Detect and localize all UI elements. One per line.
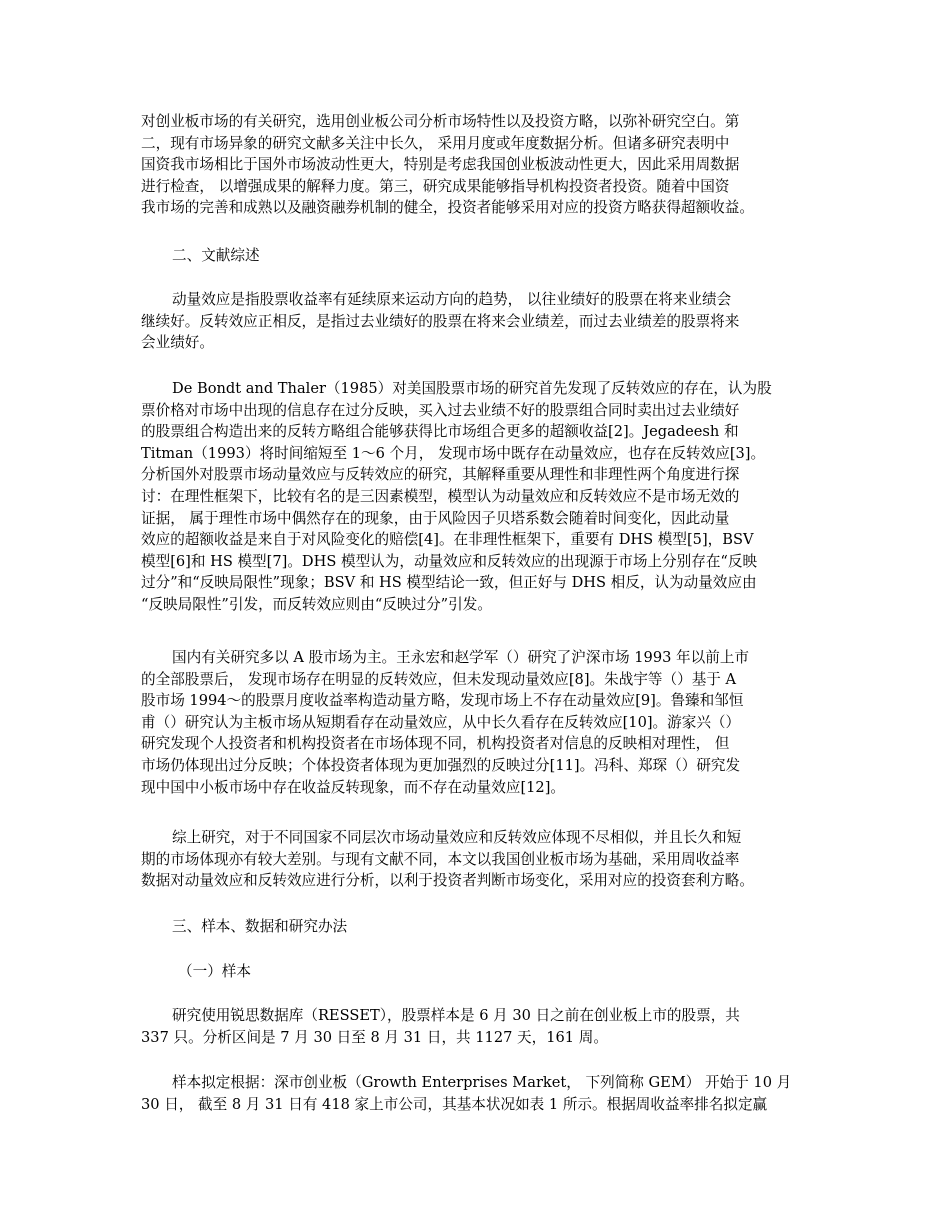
paragraph-line: 数据对动量效应和反转效应进行分析，以利于投资者判断市场变化，采用对应的投资套利方略。 <box>141 872 754 890</box>
paragraph-line: 模型[6]和 HS 模型[7]。DHS 模型认为，动量效应和反转效应的出现源于市场上分别存在“反映 <box>141 552 758 570</box>
paragraph-line: 期的市场体现亦有较大差别。与现有文献不同，本文以我国创业板市场为基础，采用周收益率 <box>141 850 740 868</box>
paragraph-momentum-definition <box>141 289 821 354</box>
paragraph-line: 讨：在理性框架下，比较有名的是三因素模型，模型认为动量效应和反转效应不是市场无效的 <box>141 487 740 505</box>
paragraph-line: 国资我市场相比于国外市场波动性更大，特别是考虑我国创业板波动性更大，因此采用周数据 <box>141 156 740 174</box>
paragraph-sample-basis <box>141 1072 821 1115</box>
paragraph-line: 的全部股票后， 发现市场存在明显的反转效应，但未发现动量效应[8]。朱战宇等（）基于 A <box>141 670 737 688</box>
paragraph-line: 综上研究，对于不同国家不同层次市场动量效应和反转效应体现不尽相似，并且长久和短 <box>172 829 742 846</box>
paragraph-line: 过分”和“反映局限性”现象；BSV 和 HS 模型结论一致，但正好与 DHS 相反，认为动量效应由 <box>141 574 757 592</box>
paragraph-line: “反映局限性”引发，而反转效应则由“反映过分”引发。 <box>141 595 492 613</box>
paragraph-line: 票价格对市场中出现的信息存在过分反映，买入过去业绩不好的股票组合同时卖出过去业绩好 <box>141 401 740 419</box>
paragraph-line: 研究使用锐思数据库（RESSET），股票样本是 6 月 30 日之前在创业板上市的股票，共 <box>172 1007 740 1024</box>
paragraph-line: 证据， 属于理性市场中偶然存在的现象，由于风险因子贝塔系数会随着时间变化，因此动量 <box>141 509 730 527</box>
paragraph-line: 样本拟定根据：深市创业板（Growth Enterprises Market， 下列简称 GEM） 开始于 10 月 <box>172 1074 792 1091</box>
section-heading-sample-data-methods: 三、样本、数据和研究办法 <box>172 918 348 935</box>
paragraph-line: 会业绩好。 <box>141 334 214 352</box>
paragraph-line: 进行检查， 以增强成果的解释力度。第三，研究成果能够指导机构投资者投资。随着中国资 <box>141 177 730 195</box>
paragraph-line: 甫（）研究认为主板市场从短期看存在动量效应，从中长久看存在反转效应[10]。游家兴（） <box>141 713 741 731</box>
paragraph-line: 效应的超额收益是来自于对风险变化的赔偿[4]。在非理性框架下，重要有 DHS 模型[5]，BSV <box>141 531 754 549</box>
paragraph-summary <box>141 827 821 892</box>
paragraph-line: 二，现有市场异象的研究文献多关注中长久， 采用月度或年度数据分析。但诸多研究表明中 <box>141 134 730 152</box>
paragraph-line: 我市场的完善和成熟以及融资融券机制的健全，投资者能够采用对应的投资方略获得超额收益。 <box>141 199 754 217</box>
section-heading-literature-review: 二、文献综述 <box>172 247 260 264</box>
paragraph-line: 研究发现个人投资者和机构投资者在市场体现不同，机构投资者对信息的反映相对理性， 但 <box>141 735 730 753</box>
paragraph-domestic-research <box>141 647 821 798</box>
paragraph-foreign-research <box>141 378 821 616</box>
paragraph-line: 30 日， 截至 8 月 31 日有 418 家上市公司，其基本状况如表 1 所示。根据周收益率排名拟定赢 <box>141 1095 768 1113</box>
paragraph-line: 股市场 1994～的股票月度收益率构造动量方略，发现市场上不存在动量效应[9]。鲁臻和邹恒 <box>141 692 744 710</box>
paragraph-line: 分析国外对股票市场动量效应与反转效应的研究，其解释重要从理性和非理性两个角度进行探 <box>141 466 740 484</box>
paragraph-line: 的股票组合构造出来的反转方略组合能够获得比市场组合更多的超额收益[2]。Jegadeesh 和 <box>141 423 739 441</box>
subsection-heading-sample: （一）样本 <box>178 963 251 980</box>
paragraph-line: 对创业板市场的有关研究，选用创业板公司分析市场特性以及投资方略，以弥补研究空白。第 <box>141 113 740 130</box>
paragraph-line: 动量效应是指股票收益率有延续原来运动方向的趋势， 以往业绩好的股票在将来业绩会 <box>172 291 732 308</box>
paragraph-line: 现中国中小板市场中存在收益反转现象，而不存在动量效应[12]。 <box>141 778 565 796</box>
paragraph-line: Titman（1993）将时间缩短至 1～6 个月， 发现市场中既存在动量效应，也存在反转效应[3]。 <box>141 444 766 462</box>
paragraph-line: De Bondt and Thaler（1985）对美国股票市场的研究首先发现了反转效应的存在，认为股 <box>172 380 772 397</box>
paragraph-line: 继续好。反转效应正相反，是指过去业绩好的股票在将来会业绩差，而过去业绩差的股票将来 <box>141 312 740 330</box>
paragraph-sample-description <box>141 1005 821 1048</box>
paragraph-intro-continuation <box>141 111 821 219</box>
paragraph-line: 国内有关研究多以 A 股市场为主。王永宏和赵学军（）研究了沪深市场 1993 年以前上市 <box>172 649 750 666</box>
paragraph-line: 337 只。分析区间是 7 月 30 日至 8 月 31 日，共 1127 天，161 周。 <box>141 1028 608 1046</box>
paragraph-line: 市场仍体现出过分反映；个体投资者体现为更加强烈的反映过分[11]。冯科、郑琛（）研究发 <box>141 756 741 774</box>
